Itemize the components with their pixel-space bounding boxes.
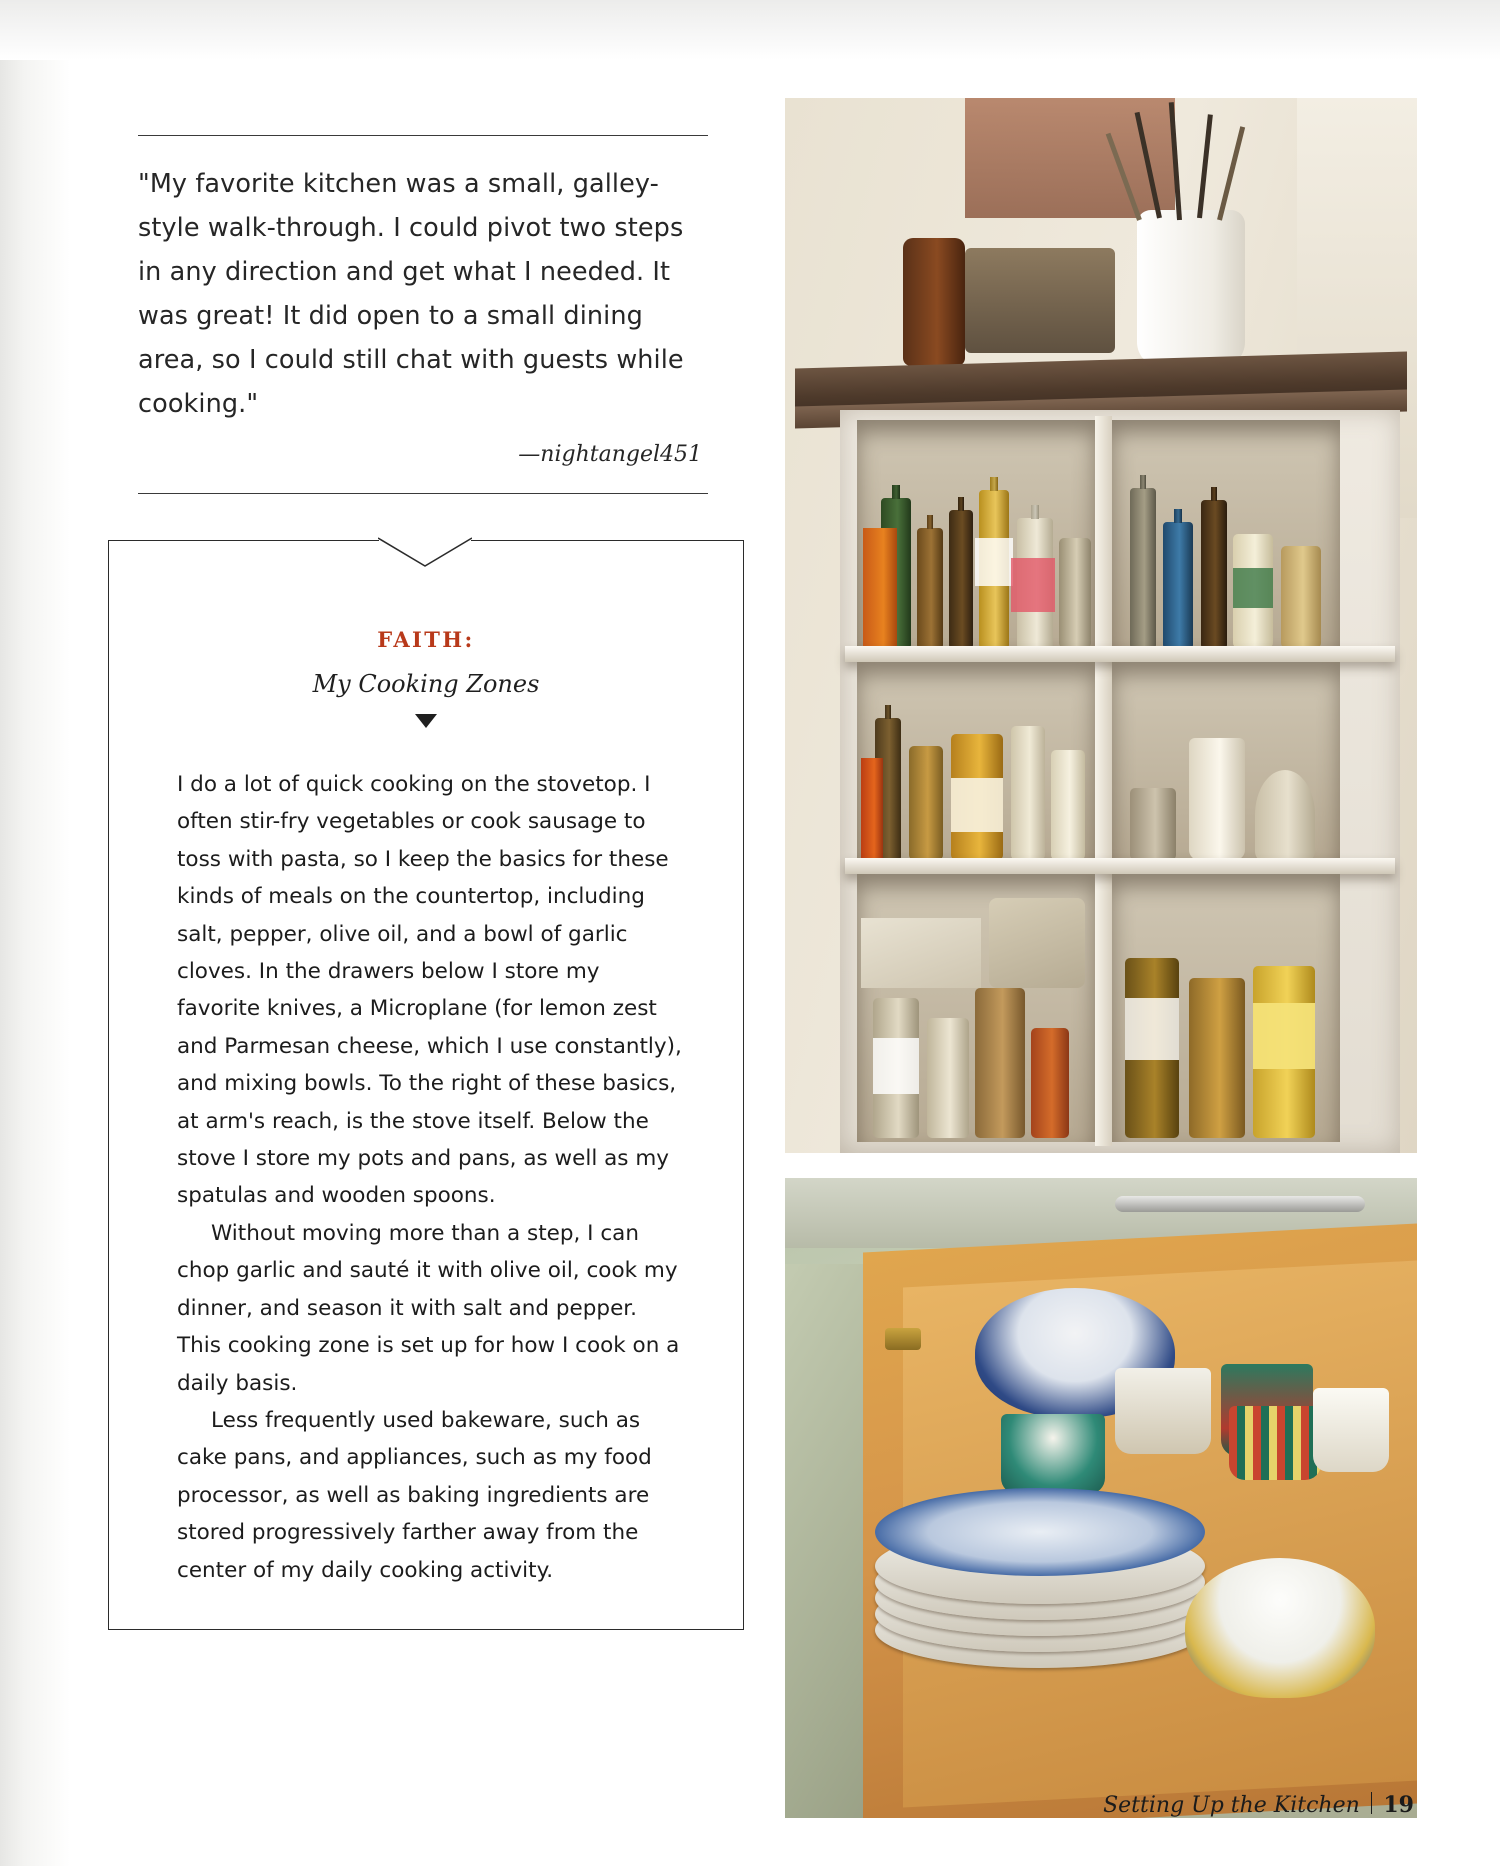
footer-divider: [1371, 1792, 1373, 1814]
dish-cup-cream: [1115, 1368, 1211, 1454]
page-number: 19: [1383, 1792, 1414, 1818]
dish-cup-white: [1313, 1388, 1389, 1472]
quote-attribution: —nightangel451: [518, 442, 702, 467]
callout-notch-icon: [378, 533, 472, 569]
callout-body: [109, 728, 743, 1589]
decor-utensil-pitcher: [1137, 210, 1245, 368]
callout-kicker: FAITH:: [377, 627, 475, 652]
dish-yellow-rim-bowl: [1185, 1558, 1375, 1698]
photo-dish-drawer: [785, 1178, 1417, 1818]
triangle-down-icon: [415, 714, 437, 728]
callout-paragraph-3: Less frequently used bakeware, such as cake pans, and appliances, such as my food processor, as well as baking ingredients are stored progressively farther away from the center of my daily cooking activity.: [177, 1407, 652, 1583]
quote-rule-bottom: [138, 493, 708, 494]
faith-callout-box: [108, 540, 744, 1630]
decor-wooden-box: [965, 248, 1115, 353]
pull-quote: [138, 135, 708, 494]
callout-paragraph-1: I do a lot of quick cooking on the stovetop. I often stir-fry vegetables or cook sausage to toss with pasta, so I keep the basics for these kinds of meals on the countertop, including salt, pepper, olive oil, and a bowl of garlic cloves. In the drawers below I store my favorite knives, a Microplane (for lemon zest and Parmesan cheese, which I use constantly), and mixing bowls. To the right of these basics, at arm's reach, is the stove itself. Below the stove I store my pots and pans, as well as my spatulas and wooden spoons.: [177, 772, 682, 1209]
quote-text: "My favorite kitchen was a small, galley-style walk-through. I could pivot two steps in any direction and get what I needed. It was great! It did open to a small dining area, so I could still chat with guests while cooking.": [138, 169, 684, 419]
dish-plate-stack: [875, 1488, 1205, 1668]
dish-cup-pattern: [1229, 1406, 1321, 1480]
callout-paragraph-2: Without moving more than a step, I can chop garlic and sauté it with olive oil, cook my dinner, and season it with salt and pepper. This cooking zone is set up for how I cook on a daily basis.: [177, 1220, 680, 1396]
callout-header: [109, 541, 743, 728]
decor-glass-jug: [903, 238, 965, 366]
dish-bowl-teal: [1001, 1414, 1105, 1494]
drawer-handle: [1115, 1196, 1365, 1212]
running-title: Setting Up the Kitchen: [1103, 1793, 1360, 1818]
scan-edge-shadow-left: [0, 0, 70, 1866]
scan-edge-shadow-top: [0, 0, 1500, 60]
page-footer: [1103, 1790, 1414, 1818]
callout-subtitle: My Cooking Zones: [312, 670, 540, 698]
photo-open-shelving: [785, 98, 1417, 1153]
